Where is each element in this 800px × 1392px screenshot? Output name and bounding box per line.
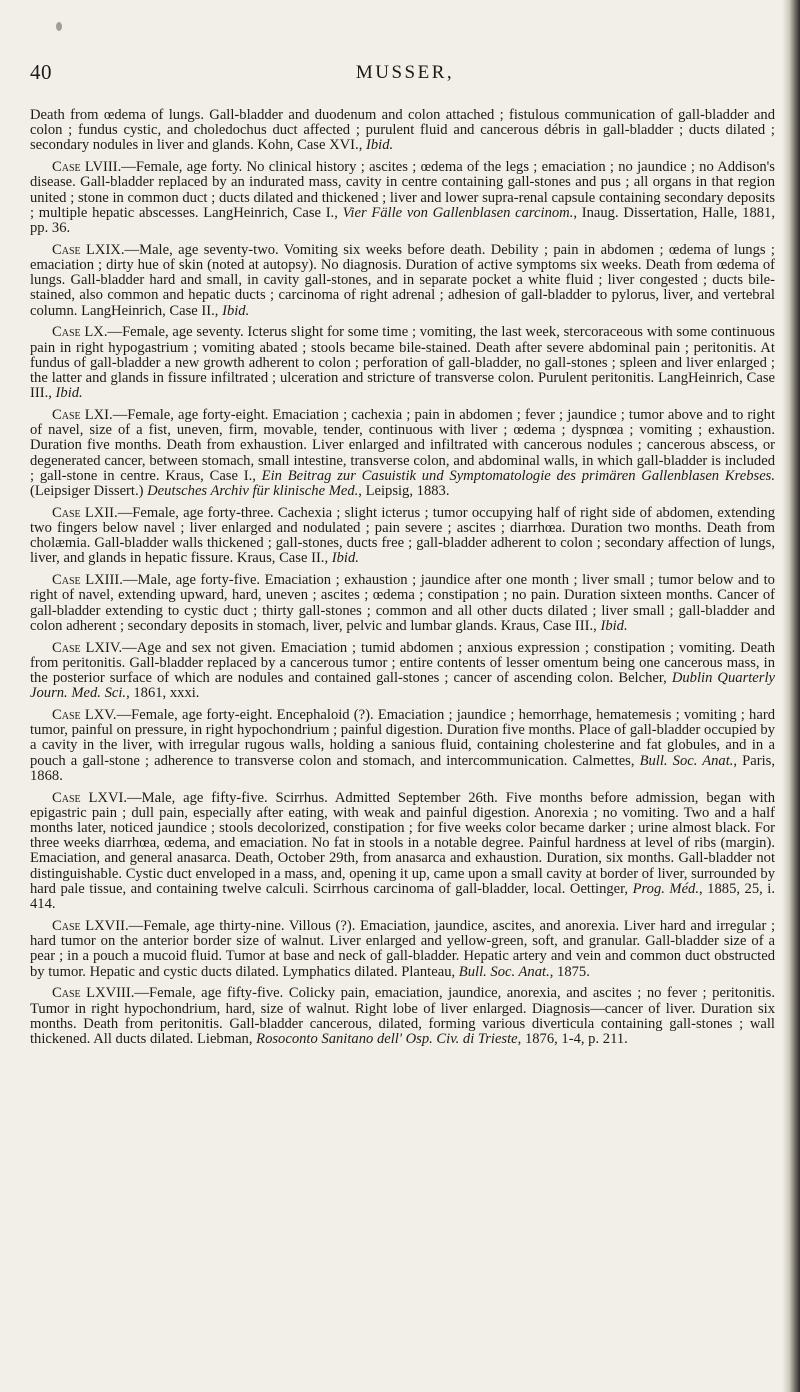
paragraph-text: —Male, age seventy-two. Vomiting six weeks before death. Debility ; pain in abdomen ; œdema of lungs ; emaciation ; dirty hue of skin (noted at autopsy). No diagnosis. Duration of active symptoms six weeks. Death from œdema of lungs. Gall-bladder hard and small, in cavity gall-stones, and in separate pocket a white fluid ; liver congested ; ducts bile-stained, also common and hepatic ducts ; carcinoma of right adrenal ; adhesion of gall-bladder to pylorus, liver, and vertebral column. LangHeinrich, Case II., [30,241,775,319]
citation: Ein Beitrag zur Casuistik und Symptomatologie des primären Gallenblasen Krebses. [261,467,776,484]
citation-tail: , 1875. [549,963,590,980]
paragraph [30,506,775,567]
paragraph [30,791,775,913]
case-heading: Case LXVI. [52,789,128,806]
paragraph-text: —Female, age seventy. Icterus slight for some time ; vomiting, the last week, stercoraceous with some continuous pain in right hypogastrium ; vomiting abated ; stools became bile-stained. Death after severe abdominal pain ; peritonitis. At fundus of gall-bladder a new growth adherent to colon ; perforation of gall-bladder, no gall-stones ; spleen and liver enlarged ; the latter and glands in fissure infiltrated ; ulceration and stricture of transverse colon. Purulent peritonitis. LangHeinrich, Case III., [30,324,775,402]
paragraph [30,325,775,401]
paragraph [30,573,775,634]
paragraph [30,243,775,319]
citation-tail: , 1876, 1-4, p. 211. [517,1030,628,1047]
paragraph [30,986,775,1047]
citation: Ibid. [600,617,628,634]
citation: Ibid. [366,137,394,154]
citation: Ibid. [222,302,250,319]
paragraph-text: —Female, age thirty-nine. Villous (?). Emaciation, jaundice, ascites, and anorexia. Liver hard and irregular ; hard tumor on the anterior border size of walnut. Liver enlarged and yellow-green, soft, and granular. Gall-bladder size of a pear ; in a pouch a mucoid fluid. Tumor at base and neck of gall-bladder. Hepatic artery and vein and common duct obstructed by tumor. Hepatic and cystic ducts dilated. Lymphatics dilated. Planteau, [30,917,775,980]
case-heading: Case LXI. [52,407,113,424]
paragraph-text: —Female, age forty. No clinical history ; ascites ; œdema of the legs ; emaciation ; no jaundice ; no Addison's disease. Gall-bladder replaced by an indurated mass, cavity in centre containing gall-stones and pus ; all organs in that region united ; stone in common duct ; ducts dilated and thickened ; liver and lower supra-renal capsule containing secondary deposits ; multiple hepatic abscesses. LangHeinrich, Case I., [30,159,775,221]
paragraph [30,108,775,154]
citation: Prog. Méd. [632,880,700,897]
ink-blot [56,22,62,31]
book-spine-edge [782,0,800,1392]
citation: Bull. Soc. Anat. [458,963,550,980]
case-heading: Case LXVIII. [52,985,135,1002]
case-heading: Case LXVII. [52,917,129,934]
citation: Ibid. [331,550,359,567]
paragraph [30,160,775,236]
citation-tail: , Inaug. Dissertation, Halle, 1881, pp. 36. [30,204,775,237]
paragraph-text: —Female, age forty-three. Cachexia ; slight icterus ; tumor occupying half of right side of abdomen, extending two fingers below navel ; liver enlarged and nodulated ; pain severe ; ascites ; diarrhœa. Duration two months. Death from cholæmia. Gall-bladder walls thickened ; gall-stones, ducts free ; gall-bladder adherent to colon ; secondary affection of lungs, liver, and glands in hepatic fissure. Kraus, Case II., [30,504,775,567]
citation: Dublin Quarterly Journ. Med. Sci. [30,670,775,702]
body-text [30,108,775,1054]
running-head: MUSSER, [355,62,455,83]
paragraph-text: —Male, age forty-five. Emaciation ; exhaustion ; jaundice after one month ; liver small ; tumor below and to right of navel, extending upward, hard, uneven ; ascites ; œdema ; constipation ; no pain. Duration sixteen months. Cancer of gall-bladder extending to cystic duct ; thirty gall-stones ; common and all other ducts dilated ; liver small ; gall-bladder and colon adherent ; secondary deposits in stomach, liver, pelvic and lumbar glands. Kraus, Case III., [30,572,775,634]
case-heading: Case LXII. [52,504,118,521]
citation-tail: , Leipsig, 1883. [358,483,450,500]
case-heading: Case LVIII. [52,159,122,176]
paragraph-text: —Age and sex not given. Emaciation ; tumid abdomen ; anxious expression ; constipation ; vomiting. Death from peritonitis. Gall-bladder replaced by a cancerous tumor ; entire contents of lesser omentum being one cancerous mass, in the posterior surface of which are nodules and contained gall-stones ; cancer of ascending colon. Belcher, [30,639,775,687]
citation-tail: , Paris, 1868. [30,752,775,784]
paragraph [30,708,775,784]
case-heading: Case LXIV. [52,639,123,656]
paragraph-text: —Female, age fifty-five. Colicky pain, emaciation, jaundice, anorexia, and ascites ; no fever ; peritonitis. Tumor in right hypochondrium, hard, size of walnut. Right lobe of liver enlarged. Diagnosis—cancer of liver. Duration six months. Death from peritonitis. Gall-bladder cancerous, dilated, forming various diverticula containing gall-stones ; wall thickened. All ducts dilated. Liebman, [30,985,775,1047]
citation: Rosoconto Sanitano dell' Osp. Civ. di Trieste [256,1030,518,1047]
case-heading: Case LXIX. [52,241,125,258]
page-header [30,60,780,90]
paragraph-text: —Female, age forty-eight. Encephaloid (?). Emaciation ; jaundice ; hemorrhage, hematemesis ; vomiting ; hard tumor, painful on pressure, in right hypochondrium ; painful digestion. Duration five months. Place of gall-bladder occupied by a cavity in the liver, with irregular rugous walls, holding a sanious fluid, containing cholesterine and fat globules, and in a pouch a gall-stone ; adherence to transverse colon and stomach, and intercommunication. Calmettes, [30,707,775,769]
case-heading: Case LXV. [52,707,117,724]
case-heading: Case LXIII. [52,572,123,589]
citation-tail: (Leipsiger Dissert.) [30,483,148,500]
paragraph [30,408,775,499]
paragraph-text: —Male, age fifty-five. Scirrhus. Admitted September 26th. Five months before admission, began with epigastric pain ; dull pain, especially after eating, with weak and painful digestion. Anorexia ; no vomiting. Two and a half months later, noticed jaundice ; stools decolorized, constipation ; for five weeks color became darker ; urine almost black. For three weeks diarrhœa, œdema, and emaciation. No fat in stools in a notable degree. Painful hardness at level of ribs (margin). Emaciation, and general anasarca. Death, October 29th, from anasarca and exhaustion. Duration, six months. Gall-bladder not distinguishable. Cystic duct enveloped in a mass, and, opening it up, came upon a small cavity at border of liver, surrounded by hard pale tissue, and containing twelve calculi. Scirrhous carcinoma of gall-bladder, local. Oettinger, [30,789,775,897]
citation: Ibid. [55,385,83,402]
citation-tail: , 1885, 25, i. 414. [30,880,776,913]
citation: Deutsches Archiv für klinische Med. [147,483,359,500]
citation: Vier Fälle von Gallenblasen carcinom. [342,204,574,221]
paragraph-text: —Female, age forty-eight. Emaciation ; cachexia ; pain in abdomen ; fever ; jaundice ; tumor above and to right of navel, size of a fist, uneven, firm, movable, tender, continuous with liver ; œdema ; dyspnœa ; vomiting ; exhaustion. Duration five months. Death from exhaustion. Liver enlarged and infiltrated with cancerous nodules ; cancerous abscess, or degenerated cancer, between stomach, small intestine, transverse colon, and abdominal walls, in which gall-bladder is included ; gall-stone in centre. Kraus, Case I., [30,407,775,484]
paragraph [30,919,775,980]
citation-tail: , 1861, xxxi. [126,685,200,702]
citation: Bull. Soc. Anat. [639,752,734,769]
paragraph [30,641,775,702]
paragraph-text: Death from œdema of lungs. Gall-bladder and duodenum and colon attached ; fistulous communication of gall-bladder and colon ; fundus cystic, and choledochus duct affected ; purulent fluid and cancerous débris in gall-bladder ; ducts dilated ; secondary nodules in liver and glands. Kohn, Case XVI., [30,107,775,154]
case-heading: Case LX. [52,324,108,341]
page-number: 40 [30,60,52,84]
document-page [30,0,780,1392]
